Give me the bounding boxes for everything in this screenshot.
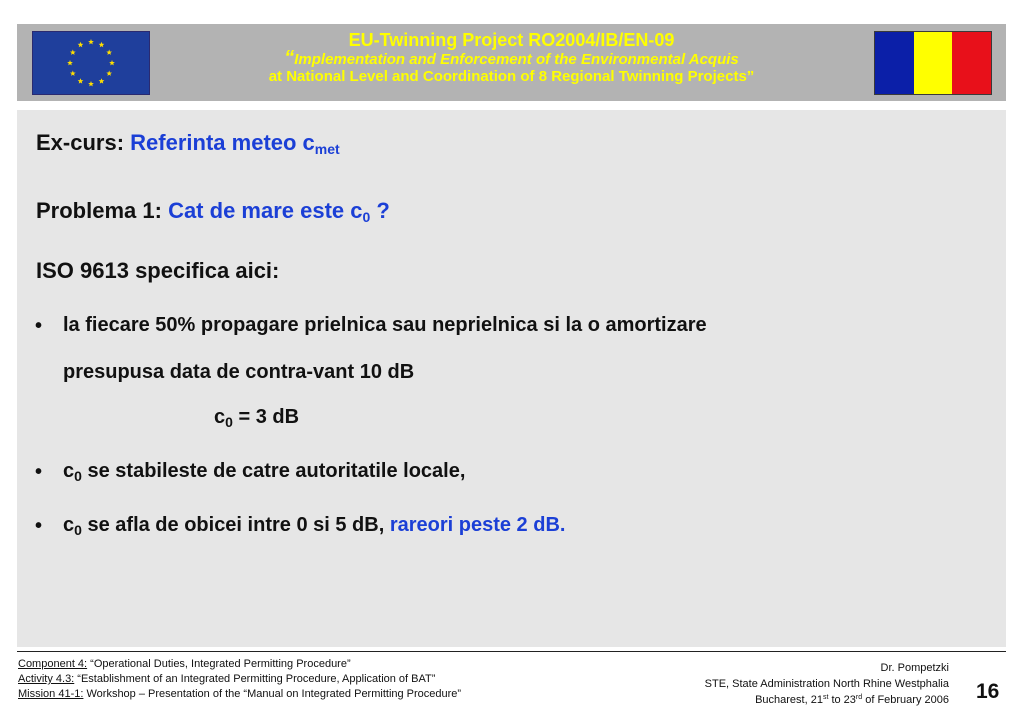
equation-c0	[214, 406, 299, 429]
footer-date	[705, 692, 949, 708]
page-number: 16	[976, 680, 1000, 703]
eq-subscript: 0	[225, 414, 233, 430]
b3-body: se afla de obicei intre 0 si 5 dB,	[81, 514, 390, 536]
iso-heading: ISO 9613 specifica aici:	[36, 258, 280, 283]
bullet-2-marker: •	[35, 461, 43, 483]
eu-star-icon	[99, 78, 105, 83]
problem-text: Cat de mare este c	[168, 198, 363, 223]
project-subtitle	[167, 47, 856, 69]
problem-question	[168, 198, 390, 223]
mission-text: Workshop – Presentation of the “Manual on Integrated Permitting Procedure”	[83, 688, 462, 700]
b2-c: c	[63, 460, 75, 482]
excurs-title-text: Referinta meteo c	[130, 130, 315, 155]
date-sup-2: rd	[855, 694, 863, 701]
excurs-subscript: met	[314, 141, 340, 157]
excurs-label: Ex-curs:	[36, 130, 125, 155]
eu-star-icon	[109, 60, 115, 65]
b2-subscript: 0	[74, 468, 82, 484]
eq-value: = 3 dB	[232, 406, 300, 428]
component-text: “Operational Duties, Integrated Permitting Procedure”	[87, 658, 351, 670]
eu-star-icon	[99, 42, 105, 47]
eu-star-icon	[88, 81, 94, 86]
eu-star-icon	[70, 50, 76, 55]
excurs-title	[130, 130, 340, 155]
bullet-1-line-1: la fiecare 50% propagare prielnica sau neprielnica si la o amortizare	[63, 314, 707, 336]
eu-star-icon	[67, 60, 73, 65]
bullet-2-text	[63, 460, 465, 483]
romania-flag-icon	[874, 31, 992, 95]
problem-question-mark: ?	[376, 198, 390, 223]
eu-flag-icon	[32, 31, 150, 95]
content-panel	[17, 110, 1006, 647]
excurs-heading	[36, 130, 340, 156]
flag-stripe-red	[952, 32, 991, 94]
eq-c: c	[214, 406, 226, 428]
date-start: Bucharest, 21	[755, 694, 823, 706]
footer-mission	[18, 687, 461, 702]
header-title-block	[167, 30, 856, 85]
footer-organization: STE, State Administration North Rhine Westphalia	[704, 678, 949, 690]
eu-star-icon	[88, 39, 94, 44]
eu-star-icon	[70, 71, 76, 76]
b2-body: se stabileste de catre autoritatile locale,	[81, 460, 466, 482]
activity-text: “Establishment of an Integrated Permitting Procedure, Application of BAT”	[74, 673, 436, 685]
footer-left	[18, 657, 461, 702]
footer-author: Dr. Pompetzki	[880, 662, 949, 674]
flag-stripe-blue	[875, 32, 914, 94]
problem-label: Problema 1:	[36, 198, 162, 223]
problem-subscript: 0	[362, 209, 371, 225]
date-end: of February 2006	[862, 694, 949, 706]
eu-star-icon	[106, 71, 112, 76]
footer-right	[705, 660, 949, 708]
eu-stars	[33, 32, 149, 94]
component-label: Component 4:	[18, 658, 88, 670]
bullet-3-marker: •	[35, 515, 43, 537]
bullet-1-line-2: presupusa data de contra-vant 10 dB	[63, 361, 415, 383]
date-sup-1: st	[822, 694, 829, 701]
subtitle-line-2: at National Level and Coordination of 8 Regional Twinning Projects”	[268, 68, 755, 85]
project-title: EU-Twinning Project RO2004/IB/EN-09	[348, 30, 675, 50]
problem-heading	[36, 198, 390, 224]
eu-star-icon	[78, 78, 84, 83]
quote-mark: “	[284, 47, 295, 69]
b3-subscript: 0	[74, 522, 82, 538]
activity-label: Activity 4.3:	[18, 673, 75, 685]
eu-star-icon	[106, 50, 112, 55]
subtitle-line-1: Implementation and Enforcement of the Environmental Acquis	[294, 51, 739, 68]
footer-component	[18, 657, 461, 672]
date-mid: to 23	[828, 694, 856, 706]
flag-stripe-yellow	[914, 32, 953, 94]
bullet-3-text	[63, 514, 565, 537]
footer-activity	[18, 672, 461, 687]
footer-divider	[17, 651, 1006, 652]
mission-label: Mission 41-1:	[18, 688, 84, 700]
b3-highlight: rareori peste 2 dB.	[389, 514, 566, 536]
b3-c: c	[63, 514, 75, 536]
eu-star-icon	[78, 42, 84, 47]
bullet-1-marker: •	[35, 315, 43, 337]
slide-header	[17, 24, 1006, 101]
